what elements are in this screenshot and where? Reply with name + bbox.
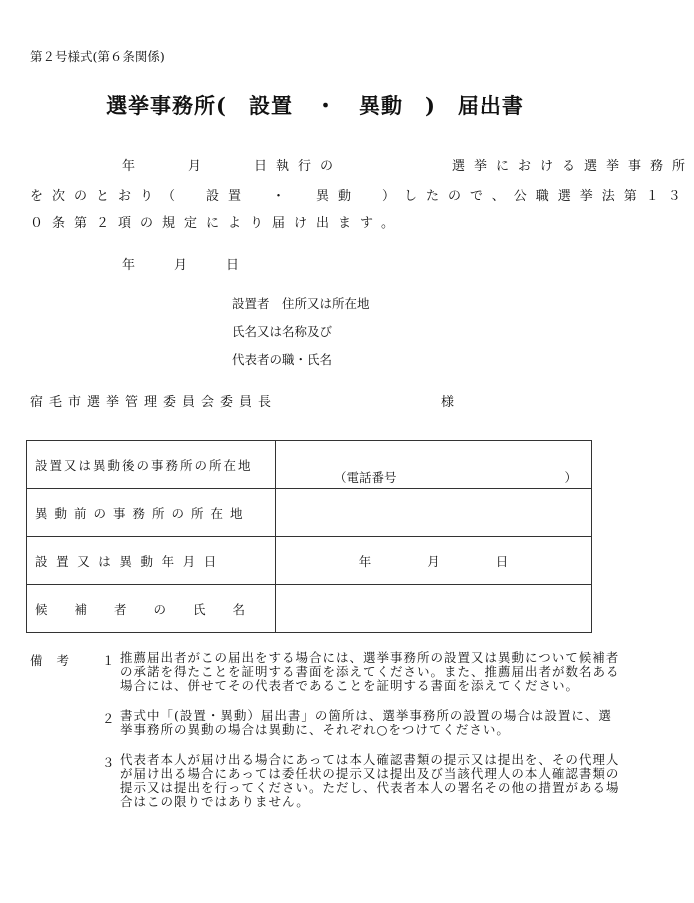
candidate-name-label: 候補者の氏名 [35,601,273,617]
applicant-name-label: 氏名又は名称及び [232,324,333,339]
document-title: 選挙事務所( 設置 ・ 異動 ) 届出書 [106,93,524,118]
month-label: 月 [427,553,440,569]
note-number: ２ [102,711,115,726]
note-text: 推薦届出者がこの届出をする場合には、選挙事務所の設置又は異動について候補者の承諾を得たことを証明する書面を添えてください。また、推薦届出者が数名ある場合には、併せてその代表者であることを証明する書面を添えてください。 [120,650,620,693]
day-label: 日 [495,553,509,569]
table-row [27,489,592,537]
body-text-line-2: を次のとおり（ 設置 ・ 異動 ）したので、公職選挙法第１３ [30,189,690,204]
table-label-cell [27,441,276,489]
note-number: ３ [102,755,115,770]
table-row [27,585,592,633]
table-row [27,537,592,585]
notes-heading: 備考 [30,653,84,668]
table-row [27,441,592,489]
phone-label: （電話番号 [334,470,397,485]
form-number: 第２号様式(第６条関係) [30,49,165,64]
office-address-label: 設置又は異動後の事務所の所在地 [35,457,253,473]
table-label-cell [27,489,276,537]
table-label-cell [27,537,276,585]
note-text: 代表者本人が届け出る場合にあっては本人確認書類の提示又は提出を、その代理人が届け出る場合にあっては委任状の提示又は提出及び当該代理人の本人確認書類の提示又は提出を行ってください。ただし、代表者本人の署名その他の措置がある場合はこの限りではありません。 [120,752,620,809]
note-number: １ [102,653,115,668]
applicant-representative-label: 代表者の職・氏名 [232,352,333,367]
change-date-field[interactable] [276,537,592,585]
note-text: 書式中「(設置・異動）届出書」の箇所は、選挙事務所の設置の場合は設置に、選挙事務所の異動の場合は異動に、それぞれ○をつけてください。 [120,708,612,737]
office-address-field[interactable] [276,441,592,489]
phone-label-close: ） [564,470,577,485]
change-date-label: 設置又は異動年月日 [35,553,225,569]
applicant-address-label: 設置者 住所又は所在地 [232,296,370,311]
table-label-cell [27,585,276,633]
body-text-line-3: ０条第２項の規定により届け出ます。 [30,216,403,231]
honorific: 様 [441,395,455,410]
body-text-line-1: 年 月 日執行の 選挙における選挙事務所 [122,159,694,174]
year-label: 年 [358,553,372,569]
date-line: 年 月 日 [122,258,240,273]
candidate-name-field[interactable] [276,585,592,633]
previous-address-label: 異動前の事務所の所在地 [35,505,250,521]
addressee: 宿毛市選挙管理委員会委員長 [30,395,278,410]
previous-address-field[interactable] [276,489,592,537]
office-info-table [26,440,592,633]
